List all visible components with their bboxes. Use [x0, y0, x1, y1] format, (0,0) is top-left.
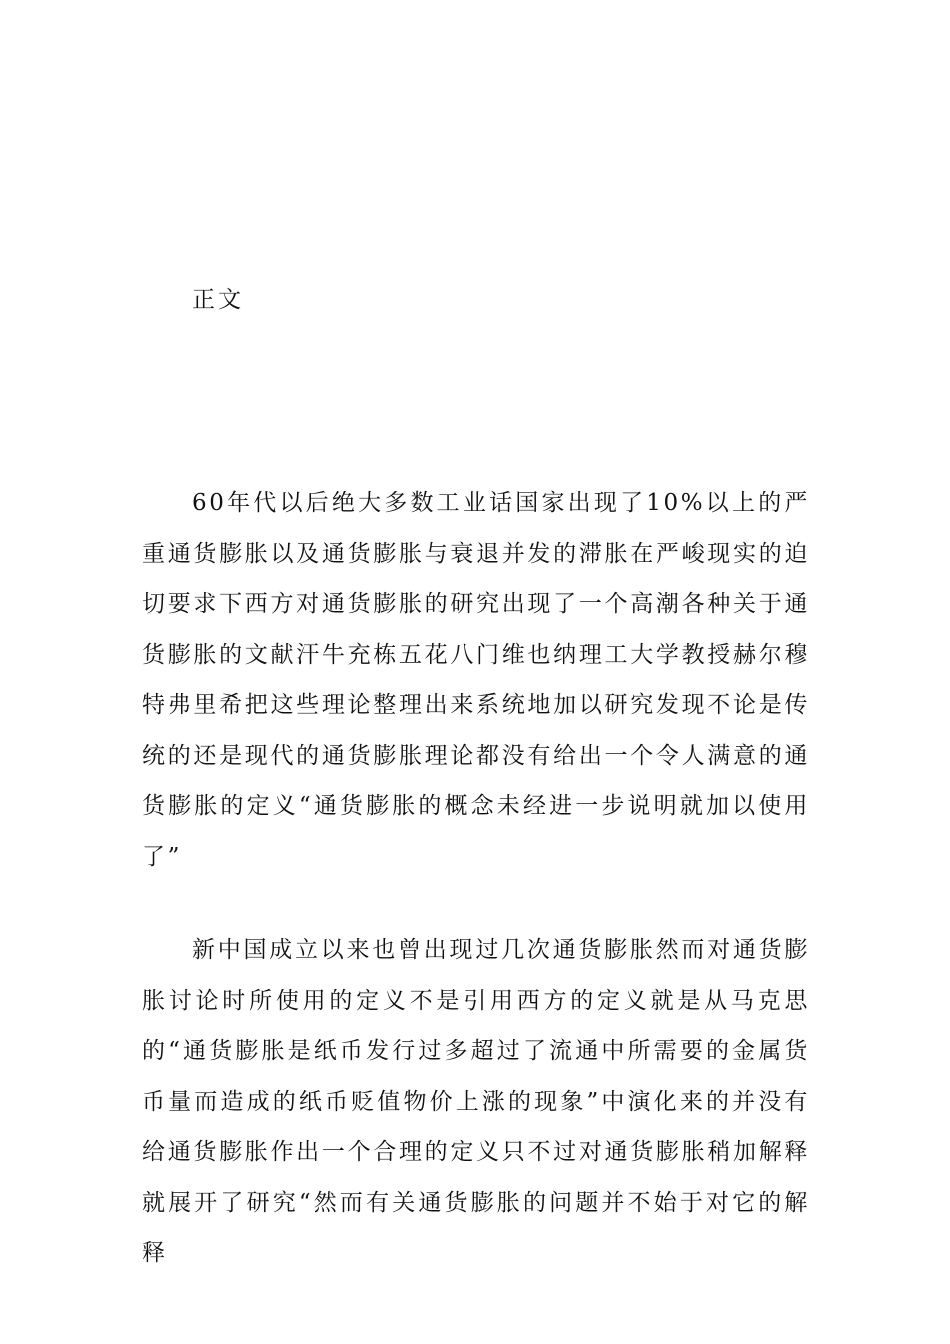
body-paragraph-1: 60年代以后绝大多数工业话国家出现了10%以上的严重通货膨胀以及通货膨胀与衰退并发的滞胀在严峻现实的迫切要求下西方对通货膨胀的研究出现了一个高潮各种关于通货膨胀的文献汗牛充栋五花八门维也纳理工大学教授赫尔穆特弗里希把这些理论整理出来系统地加以研究发现不论是传统的还是现代的通货膨胀理论都没有给出一个令人满意的通货膨胀的定义“通货膨胀的概念未经进一步说明就加以使用了”	[142, 490, 810, 870]
body-paragraph-2: 新中国成立以来也曾出现过几次通货膨胀然而对通货膨胀讨论时所使用的定义不是引用西方的定义就是从马克思的“通货膨胀是纸币发行过多超过了流通中所需要的金属货币量而造成的纸币贬值物价上涨的现象”中演化来的并没有给通货膨胀作出一个合理的定义只不过对通货膨胀稍加解释就展开了研究“然而有关通货膨胀的问题并不始于对它的解释	[142, 937, 810, 1266]
section-title: 正文	[192, 287, 244, 313]
